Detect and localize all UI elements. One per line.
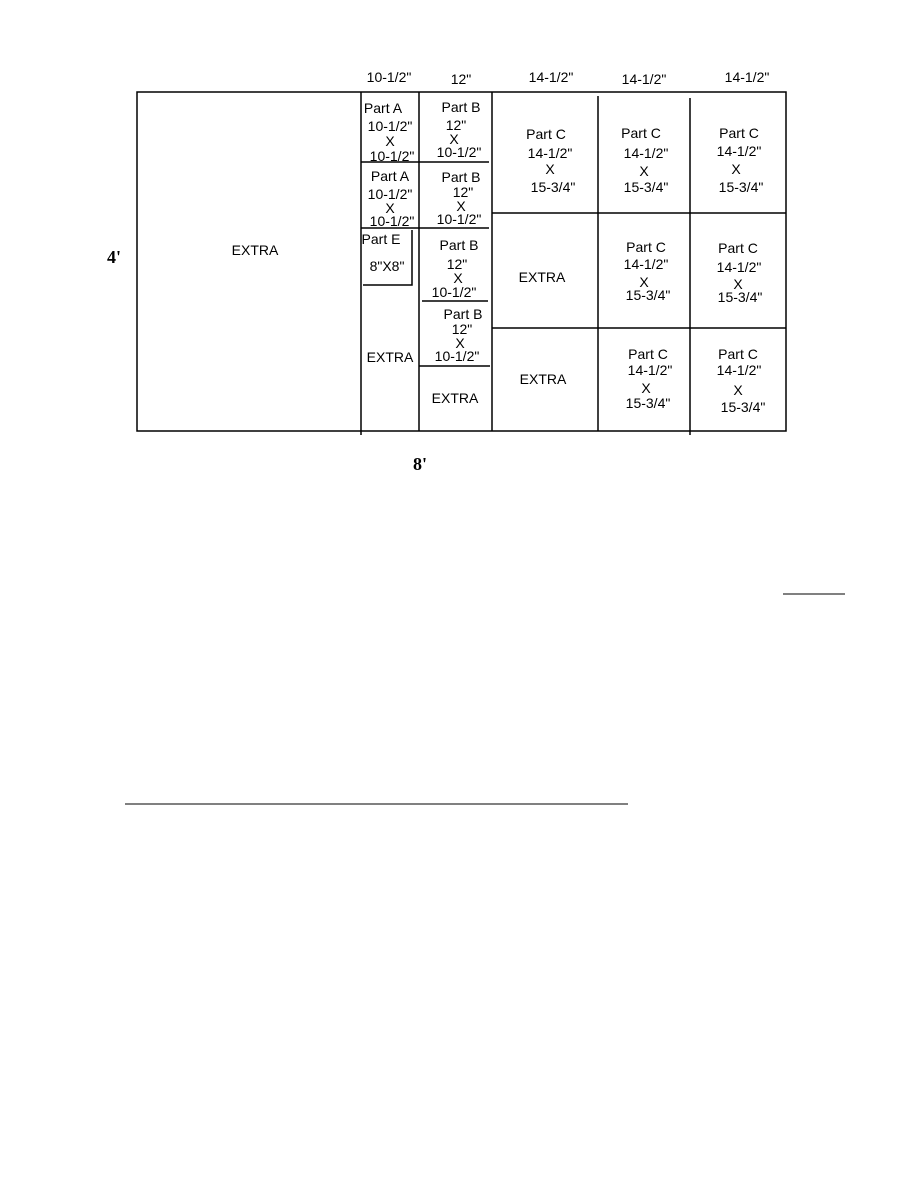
part-label-text: 10-1/2" <box>367 186 413 202</box>
part-a-label <box>368 168 415 229</box>
column-width-label: 14-1/2" <box>528 69 574 85</box>
part-label-text: 15-3/4" <box>718 179 764 195</box>
part-label-text: Part C <box>621 125 661 141</box>
sheet-width-label: 8' <box>412 454 428 474</box>
part-label-text: 12" <box>452 184 474 200</box>
part-label-text: X <box>453 270 463 286</box>
part-label-text: 10-1/2" <box>436 144 482 160</box>
part-c-label <box>717 240 763 305</box>
part-label-text: X <box>733 382 743 398</box>
part-label-text: 12" <box>446 256 468 272</box>
part-label-text: X <box>639 274 649 290</box>
part-e-label <box>362 231 405 274</box>
part-label-text: 8"X8" <box>369 258 405 274</box>
part-label-text: X <box>456 198 466 214</box>
part-label-text: Part B <box>441 99 481 115</box>
part-label-text: X <box>455 335 465 351</box>
part-label-text: X <box>733 276 743 292</box>
part-label-text: 14-1/2" <box>716 259 762 275</box>
part-label-text: 15-3/4" <box>625 395 671 411</box>
part-label-text: Part A <box>363 100 403 116</box>
part-label-text: 10-1/2" <box>434 348 480 364</box>
part-label-text: 12" <box>445 117 467 133</box>
part-label-text: Part B <box>441 169 481 185</box>
part-label-text: 14-1/2" <box>716 143 762 159</box>
part-label-text: 14-1/2" <box>623 256 669 272</box>
column-width-label: 14-1/2" <box>621 71 667 87</box>
part-c-label <box>626 346 673 411</box>
part-c-label <box>624 239 671 303</box>
part-label-text: 12" <box>451 321 473 337</box>
part-label-text: 10-1/2" <box>431 284 477 300</box>
part-label-text: Part B <box>443 306 483 322</box>
part-label-text: Part C <box>718 346 758 362</box>
part-label-text: Part C <box>719 125 759 141</box>
part-label-text: 15-3/4" <box>717 289 763 305</box>
part-c-label <box>526 126 575 195</box>
extra-label: EXTRA <box>366 349 414 365</box>
column-width-label: 14-1/2" <box>724 69 770 85</box>
part-label-text: 10-1/2" <box>367 118 413 134</box>
column-width-label: 10-1/2" <box>366 69 412 85</box>
part-label-text: X <box>385 133 395 149</box>
part-label-text: Part C <box>626 239 666 255</box>
extra-label: EXTRA <box>231 242 279 258</box>
part-c-label <box>717 125 764 195</box>
part-label-text: Part A <box>370 168 410 184</box>
part-a-label <box>364 100 414 164</box>
part-label-text: 15-3/4" <box>720 399 766 415</box>
part-label-text: 15-3/4" <box>623 179 669 195</box>
part-label-text: X <box>641 380 651 396</box>
part-label-text: X <box>385 200 395 216</box>
extra-label: EXTRA <box>518 269 566 285</box>
part-label-text: Part B <box>439 237 479 253</box>
part-c-label <box>717 346 766 415</box>
part-label-text: 14-1/2" <box>623 145 669 161</box>
part-label-text: Part E <box>361 231 401 247</box>
extra-label: EXTRA <box>519 371 567 387</box>
part-b-label <box>437 169 482 227</box>
part-label-text: X <box>731 161 741 177</box>
part-label-text: 14-1/2" <box>527 145 573 161</box>
part-label-text: 14-1/2" <box>716 362 762 378</box>
part-label-text: Part C <box>526 126 566 142</box>
part-label-text: X <box>545 161 555 177</box>
part-label-text: 15-3/4" <box>530 179 576 195</box>
part-label-text: 10-1/2" <box>436 211 482 227</box>
part-b-label <box>432 237 479 300</box>
part-label-text: Part C <box>628 346 668 362</box>
part-c-label <box>621 125 668 195</box>
part-label-text: X <box>639 163 649 179</box>
part-label-text: 10-1/2" <box>369 148 415 164</box>
part-label-text: 10-1/2" <box>369 213 415 229</box>
extra-label: EXTRA <box>431 390 479 406</box>
part-b-label <box>435 306 483 364</box>
part-label-text: 15-3/4" <box>625 287 671 303</box>
part-b-label <box>437 99 482 160</box>
part-label-text: 14-1/2" <box>627 362 673 378</box>
sheet-height-label: 4' <box>106 247 122 267</box>
column-width-label: 12" <box>450 71 472 87</box>
part-label-text: Part C <box>718 240 758 256</box>
part-label-text: X <box>449 131 459 147</box>
